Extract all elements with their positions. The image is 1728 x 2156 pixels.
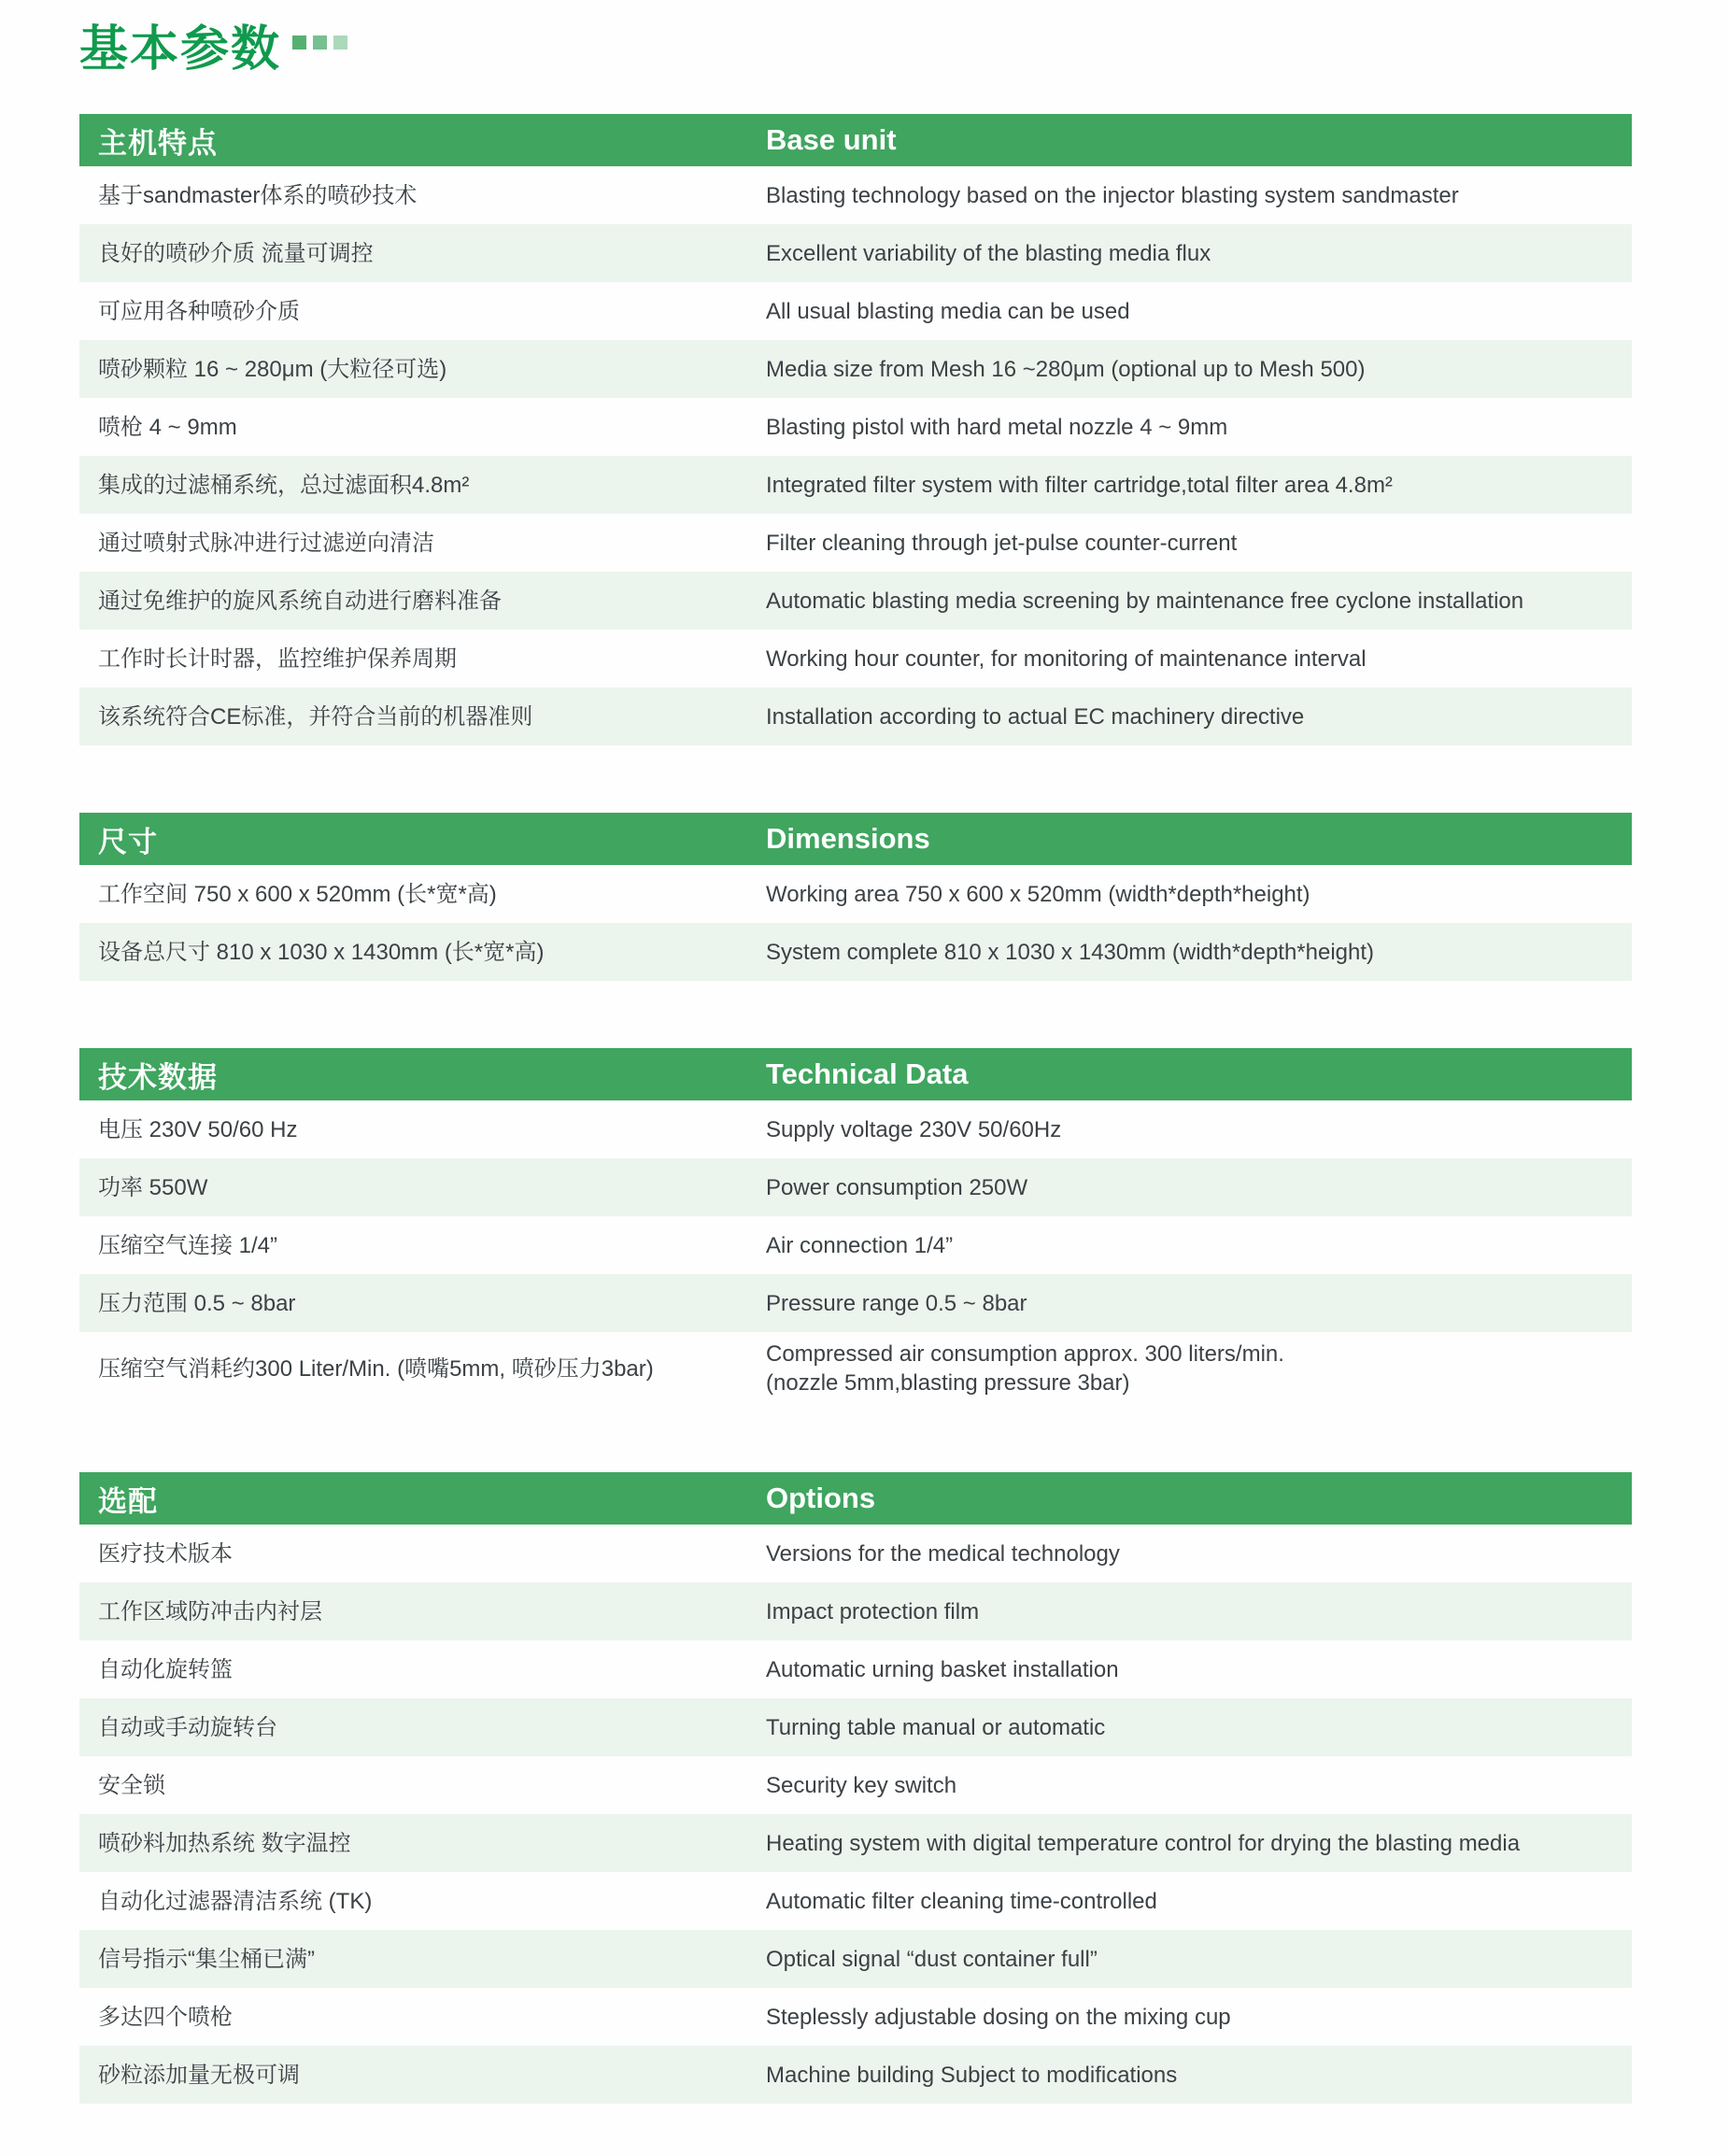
spec-cell-zh: 工作空间 750 x 600 x 520mm (长*宽*高) <box>98 881 497 907</box>
spec-row <box>79 224 1632 282</box>
spec-cell-zh: 喷砂料加热系统 数字温控 <box>98 1830 351 1856</box>
spec-cell-en <box>766 1597 1613 1626</box>
spec-row <box>79 1332 1632 1405</box>
section-header-zh: 技术数据 <box>98 1060 218 1094</box>
spec-cell-zh: 自动或手动旋转台 <box>98 1714 277 1740</box>
spec-cell-en <box>766 471 1613 500</box>
page-title-block <box>79 21 1632 78</box>
spec-cell-en-line1: Working hour counter, for monitoring of maintenance interval <box>766 645 1367 672</box>
spec-cell-en <box>766 1713 1613 1742</box>
section-header-en: Dimensions <box>766 822 930 855</box>
spec-row <box>79 1698 1632 1756</box>
spec-cell-en <box>766 1771 1613 1800</box>
spec-cell-en <box>766 702 1613 731</box>
spec-row <box>79 1756 1632 1814</box>
spec-row <box>79 1158 1632 1216</box>
spec-cell-zh: 集成的过滤桶系统，总过滤面积4.8m² <box>98 472 470 498</box>
spec-row <box>79 1525 1632 1582</box>
spec-cell-en-line1: Heating system with digital temperature control for drying the blasting media <box>766 1830 1521 1856</box>
spec-cell-zh: 压缩空气连接 1/4” <box>98 1232 278 1258</box>
spec-cell-zh: 工作时长计时器，监控维护保养周期 <box>98 645 457 672</box>
section-base-unit <box>79 114 1632 745</box>
page-title: 基本参数 <box>79 22 282 77</box>
spec-cell-en <box>766 529 1613 558</box>
sections <box>79 114 1632 2104</box>
spec-cell-en <box>766 2003 1613 2032</box>
spec-cell-zh: 多达四个喷枪 <box>98 2004 233 2030</box>
spec-cell-en-line1: Turning table manual or automatic <box>766 1714 1106 1740</box>
spec-cell-en-line1: Supply voltage 230V 50/60Hz <box>766 1116 1062 1142</box>
spec-cell-en <box>766 1115 1613 1144</box>
spec-cell-en-line1: Excellent variability of the blasting media flux <box>766 240 1211 266</box>
spec-cell-en-line1: All usual blasting media can be used <box>766 298 1130 324</box>
spec-rows <box>79 1100 1632 1405</box>
spec-cell-zh: 喷砂颗粒 16 ~ 280μm (大粒径可选) <box>98 356 447 382</box>
spec-cell-en-line1: Impact protection film <box>766 1598 980 1624</box>
spec-row <box>79 923 1632 981</box>
spec-cell-en-line1: Automatic urning basket installation <box>766 1656 1119 1682</box>
spec-cell-en-line1: Pressure range 0.5 ~ 8bar <box>766 1290 1027 1316</box>
spec-row <box>79 688 1632 745</box>
section-header-dimensions <box>79 813 1632 865</box>
spec-cell-zh: 医疗技术版本 <box>98 1540 233 1567</box>
spec-cell-en-line1: Blasting technology based on the injector blasting system sandmaster <box>766 182 1459 208</box>
spec-cell-zh: 可应用各种喷砂介质 <box>98 298 300 324</box>
spec-cell-en <box>766 1887 1613 1916</box>
section-options <box>79 1472 1632 2104</box>
spec-row <box>79 2046 1632 2104</box>
spec-row <box>79 166 1632 224</box>
spec-cell-zh: 压力范围 0.5 ~ 8bar <box>98 1290 296 1316</box>
spec-cell-en <box>766 1829 1613 1858</box>
spec-cell-zh: 基于sandmaster体系的喷砂技术 <box>98 182 418 208</box>
spec-cell-en <box>766 1173 1613 1202</box>
spec-cell-en <box>766 1340 1613 1397</box>
spec-cell-en-line1: Steplessly adjustable dosing on the mixing cup <box>766 2004 1231 2030</box>
section-header-zh: 主机特点 <box>98 126 218 160</box>
spec-cell-zh: 自动化过滤器清洁系统 (TK) <box>98 1888 373 1914</box>
spec-cell-zh: 电压 230V 50/60 Hz <box>98 1116 298 1142</box>
spec-cell-en-line1: Air connection 1/4” <box>766 1232 954 1258</box>
spec-row <box>79 865 1632 923</box>
spec-cell-zh: 安全锁 <box>98 1772 165 1798</box>
spec-cell-zh: 工作区域防冲击内衬层 <box>98 1598 322 1624</box>
spec-cell-en-line1: Security key switch <box>766 1772 957 1798</box>
section-header-technical-data <box>79 1048 1632 1100</box>
spec-cell-zh: 通过喷射式脉冲进行过滤逆向清洁 <box>98 530 434 556</box>
spec-row <box>79 1100 1632 1158</box>
spec-cell-en <box>766 2061 1613 2090</box>
section-header-base-unit <box>79 114 1632 166</box>
section-header-en: Options <box>766 1482 876 1514</box>
spec-row <box>79 1640 1632 1698</box>
spec-cell-en <box>766 1655 1613 1684</box>
spec-row <box>79 282 1632 340</box>
spec-cell-en-line1: Filter cleaning through jet-pulse counter-current <box>766 530 1238 556</box>
spec-cell-zh: 良好的喷砂介质 流量可调控 <box>98 240 374 266</box>
spec-row <box>79 1930 1632 1988</box>
spec-rows <box>79 865 1632 981</box>
spec-cell-en <box>766 413 1613 442</box>
spec-cell-en-line1: Media size from Mesh 16 ~280μm (optional up to Mesh 500) <box>766 356 1366 382</box>
spec-row <box>79 1274 1632 1332</box>
spec-rows <box>79 166 1632 745</box>
spec-cell-en-line1: Blasting pistol with hard metal nozzle 4 ~ 9mm <box>766 414 1228 440</box>
spec-cell-zh: 自动化旋转篮 <box>98 1656 233 1682</box>
spec-cell-en-line1: Installation according to actual EC machinery directive <box>766 703 1305 730</box>
spec-cell-en <box>766 1289 1613 1318</box>
spec-cell-zh: 喷枪 4 ~ 9mm <box>98 414 237 440</box>
spec-cell-en-line1: System complete 810 x 1030 x 1430mm (width*depth*height) <box>766 939 1375 965</box>
spec-cell-en-line1: Automatic filter cleaning time-controlled <box>766 1888 1157 1914</box>
spec-row <box>79 1216 1632 1274</box>
spec-row <box>79 1582 1632 1640</box>
spec-row <box>79 456 1632 514</box>
spec-row <box>79 1814 1632 1872</box>
spec-cell-zh: 压缩空气消耗约300 Liter/Min. (喷嘴5mm, 喷砂压力3bar) <box>98 1355 654 1382</box>
spec-cell-en <box>766 587 1613 616</box>
spec-cell-zh: 该系统符合CE标准，并符合当前的机器准则 <box>98 703 533 730</box>
spec-row <box>79 514 1632 572</box>
spec-cell-zh: 砂粒添加量无极可调 <box>98 2062 300 2088</box>
section-header-en: Technical Data <box>766 1057 969 1090</box>
spec-row <box>79 1988 1632 2046</box>
spec-row <box>79 572 1632 630</box>
spec-row <box>79 340 1632 398</box>
section-header-en: Base unit <box>766 123 897 156</box>
spec-cell-en-line1: Integrated filter system with filter cartridge,total filter area 4.8m² <box>766 472 1393 498</box>
spec-cell-en-line1: Automatic blasting media screening by maintenance free cyclone installation <box>766 588 1524 614</box>
spec-cell-zh: 通过免维护的旋风系统自动进行磨料准备 <box>98 588 502 614</box>
section-header-options <box>79 1472 1632 1525</box>
section-dimensions <box>79 813 1632 981</box>
three-squares-icon <box>292 35 347 50</box>
spec-cell-en <box>766 181 1613 210</box>
spec-cell-en-line1: Versions for the medical technology <box>766 1540 1120 1567</box>
spec-cell-en-line1: Power consumption 250W <box>766 1174 1028 1200</box>
spec-cell-en-line1: Optical signal “dust container full” <box>766 1946 1098 1972</box>
spec-cell-zh: 设备总尺寸 810 x 1030 x 1430mm (长*宽*高) <box>98 939 545 965</box>
spec-cell-zh: 信号指示“集尘桶已满” <box>98 1946 315 1972</box>
spec-cell-en <box>766 880 1613 909</box>
spec-cell-en <box>766 239 1613 268</box>
spec-row <box>79 398 1632 456</box>
spec-row <box>79 630 1632 688</box>
spec-cell-en <box>766 1231 1613 1260</box>
spec-cell-en-line1: Machine building Subject to modifications <box>766 2062 1178 2088</box>
spec-cell-en-line1: Compressed air consumption approx. 300 liters/min. <box>766 1341 1284 1367</box>
spec-cell-en-line1: Working area 750 x 600 x 520mm (width*depth*height) <box>766 881 1310 907</box>
spec-cell-en <box>766 355 1613 384</box>
section-header-zh: 尺寸 <box>98 825 158 858</box>
spec-rows <box>79 1525 1632 2104</box>
spec-cell-zh: 功率 550W <box>98 1174 208 1200</box>
section-technical-data <box>79 1048 1632 1405</box>
spec-cell-en <box>766 645 1613 674</box>
section-header-zh: 选配 <box>98 1484 158 1518</box>
spec-cell-en-line2: (nozzle 5mm,blasting pressure 3bar) <box>766 1370 1130 1396</box>
spec-cell-en <box>766 297 1613 326</box>
spec-cell-en <box>766 938 1613 967</box>
spec-cell-en <box>766 1945 1613 1974</box>
spec-row <box>79 1872 1632 1930</box>
spec-cell-en <box>766 1539 1613 1568</box>
